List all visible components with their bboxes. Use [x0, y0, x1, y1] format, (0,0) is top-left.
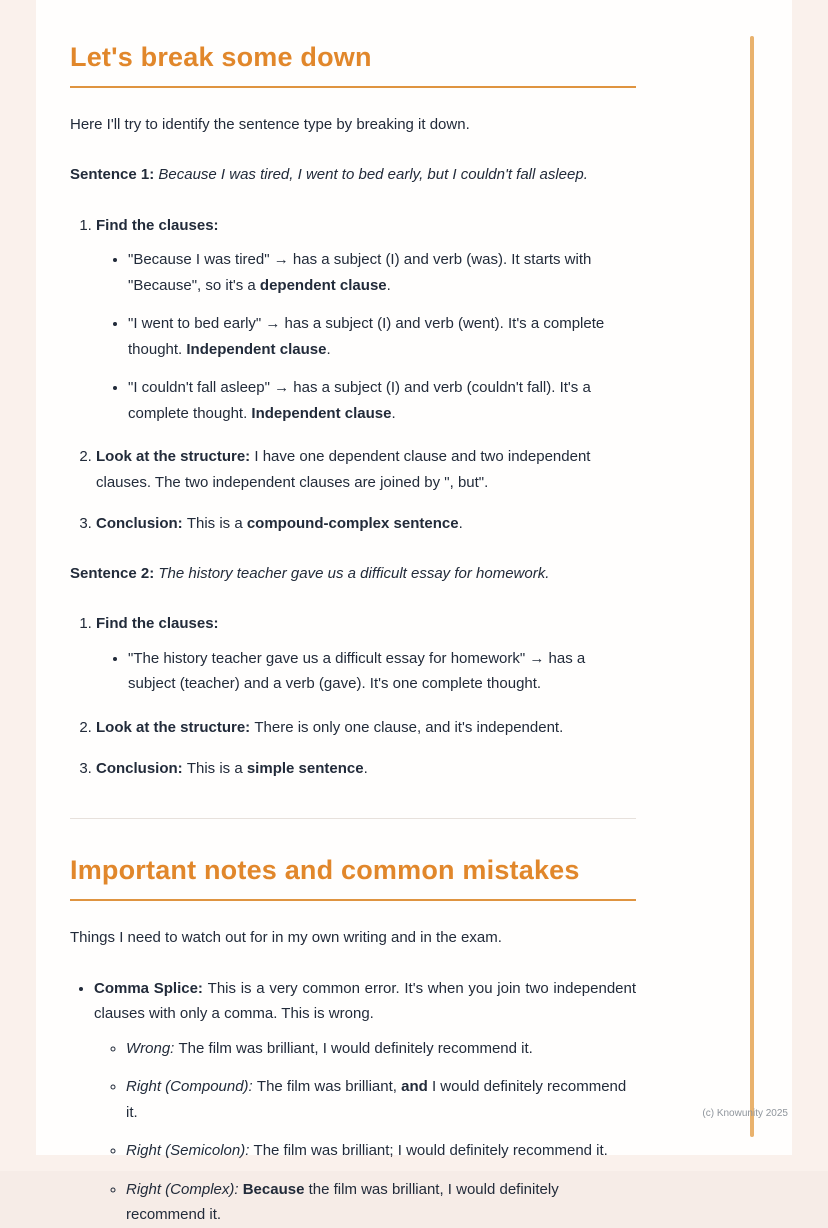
text-run: Here I'll try to identify the sentence type by breaking it down. — [70, 116, 470, 134]
list-item-text — [94, 976, 636, 1027]
text-run: Right (Semicolon): — [126, 1142, 254, 1160]
text-run: I have one dependent clause and two independent clauses. The two independent clauses are joined by ", but". — [96, 448, 591, 491]
text-run: Right (Complex): — [126, 1180, 243, 1198]
page-card — [36, 0, 792, 1224]
list-item-text — [96, 611, 636, 637]
text-run: The film was brilliant, — [256, 1078, 402, 1096]
text-run: simple sentence — [246, 760, 364, 778]
sub-list-item — [128, 375, 636, 426]
text-run: This is a — [186, 760, 247, 778]
text-run: Conclusion: — [96, 760, 187, 778]
text-run: Look at the structure: — [96, 718, 255, 736]
sub-list-item — [126, 1036, 636, 1062]
sub-list — [96, 247, 636, 426]
ordered-list — [70, 611, 636, 782]
list-item — [96, 756, 636, 782]
text-run: The history teacher gave us a difficult essay for homework. — [158, 564, 550, 582]
list-item-text — [96, 213, 636, 239]
document-content — [36, 0, 636, 1228]
paragraph — [70, 163, 636, 188]
text-run: . — [326, 340, 331, 358]
text-run: the film was brilliant, I would definitely recommend it. — [126, 1180, 559, 1224]
bullet-list — [70, 976, 636, 1228]
text-run: "Because I was tired" → has a subject (I) and verb (was). It starts with "Because", so it's a — [128, 251, 592, 294]
text-run: . — [363, 760, 368, 778]
text-run: Comma Splice: — [94, 979, 208, 997]
sub-list-item — [128, 311, 636, 362]
text-run: Because — [242, 1180, 305, 1198]
paragraph — [70, 113, 636, 138]
sub-list-item — [126, 1074, 636, 1125]
text-run: Things I need to watch out for in my own writing and in the exam. — [70, 928, 502, 946]
text-run: Sentence 2: — [70, 564, 159, 582]
list-item — [96, 444, 636, 495]
list-item-text — [96, 715, 636, 741]
sub-list-item — [128, 247, 636, 298]
text-run: Find the clauses: — [96, 216, 219, 234]
text-run: and — [401, 1078, 428, 1096]
sub-list — [96, 646, 636, 697]
text-run: Because I was tired, I went to bed early, but I couldn't fall asleep. — [158, 165, 588, 183]
list-item — [96, 715, 636, 741]
text-run: Look at the structure: — [96, 448, 255, 466]
section-heading: Important notes and common mistakes — [70, 855, 636, 901]
decorative-accent-line — [750, 36, 754, 1137]
sub-list-item — [128, 646, 636, 697]
text-run: Sentence 1: — [70, 165, 159, 183]
text-run: Wrong: — [126, 1039, 179, 1057]
list-item — [96, 213, 636, 427]
list-item-text — [96, 511, 636, 537]
text-run: . — [391, 404, 396, 422]
text-run: The film was brilliant; I would definitely recommend it. — [253, 1142, 608, 1160]
text-run: Right (Compound): — [126, 1078, 257, 1096]
text-run: The film was brilliant, I would definitely recommend it. — [178, 1039, 533, 1057]
paragraph — [70, 562, 636, 587]
text-run: This is a very common error. It's when you join two independent clauses with only a comma. This is wrong. — [94, 979, 637, 1023]
text-run: . — [386, 276, 391, 294]
text-run: This is a — [186, 515, 247, 533]
list-item — [96, 611, 636, 697]
text-run: Independent clause — [251, 404, 392, 422]
text-run: I would definitely recommend it. — [126, 1078, 627, 1121]
list-item — [96, 511, 636, 537]
document-body — [70, 42, 636, 1228]
sub-list-item — [126, 1138, 636, 1164]
text-run: "The history teacher gave us a difficult essay for homework" → has a subject (teacher) and a verb (gave). It's one complete thought. — [128, 649, 586, 693]
list-item-text — [96, 756, 636, 782]
text-run: dependent clause — [259, 276, 387, 294]
text-run: There is only one clause, and it's independent. — [254, 718, 564, 736]
text-run: Independent clause — [186, 340, 327, 358]
list-item-text — [96, 444, 636, 495]
text-run: Conclusion: — [96, 515, 187, 533]
text-run: Find the clauses: — [96, 615, 219, 633]
list-item — [94, 976, 636, 1228]
section-divider — [70, 818, 636, 819]
section-heading: Let's break some down — [70, 42, 636, 88]
watermark: (c) Knowunity 2025 — [702, 1108, 788, 1119]
sub-list-item — [126, 1177, 636, 1228]
paragraph — [70, 926, 636, 951]
text-run: "I went to bed early" → has a subject (I) and verb (went). It's a complete thought. — [128, 315, 605, 358]
text-run: compound-complex sentence — [246, 515, 459, 533]
ordered-list — [70, 213, 636, 537]
text-run: "I couldn't fall asleep" → has a subject (I) and verb (couldn't fall). It's a complete thought. — [128, 379, 591, 422]
sub-list — [94, 1036, 636, 1228]
text-run: . — [458, 515, 463, 533]
